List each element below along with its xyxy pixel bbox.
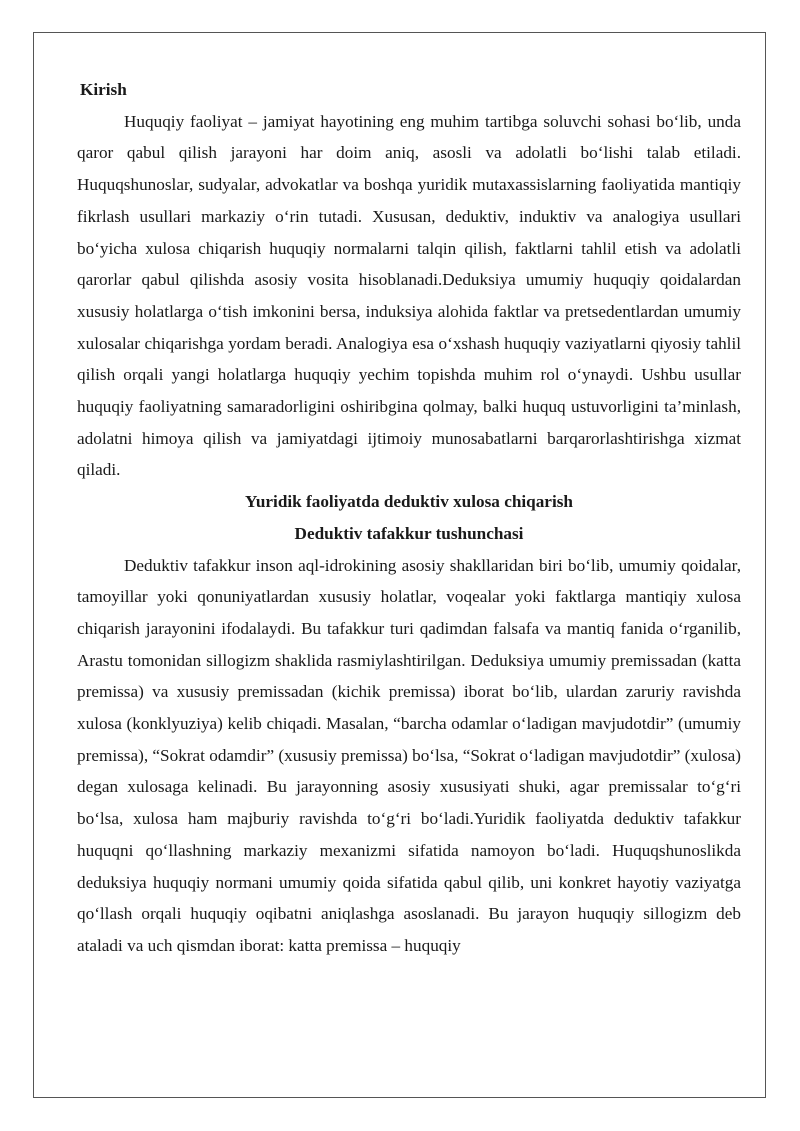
intro-heading: Kirish <box>80 80 127 99</box>
document-content <box>77 74 741 962</box>
intro-paragraph: Huquqiy faoliyat – jamiyat hayotining eng muhim tartibga soluvchi sohasi bo‘lib, unda qaror qabul qilish jarayoni har doim aniq, asosli va adolatli bo‘lishi talab etiladi. Huquqshunoslar, sudyalar, advokatlar va boshqa yuridik mutaxassislarning faoliyatida mantiqiy fikrlash usullari markaziy o‘rin tutadi. Xususan, deduktiv, induktiv va analogiya usullari bo‘yicha xulosa chiqarish huquqiy normalarni talqin qilish, faktlarni tahlil etish va adolatli qarorlar qabul qilishda asosiy vosita hisoblanadi.Deduksiya umumiy huquqiy qoidalardan xususiy holatlarga o‘tish imkonini bersa, induksiya alohida faktlar va pretsedentlardan umumiy xulosalar chiqarishga yordam beradi. Analogiya esa o‘xshash huquqiy vaziyatlarni qiyosiy tahlil qilish orqali yangi holatlarga huquqiy yechim topishda muhim rol o‘ynaydi. Ushbu usullar huquqiy faoliyatning samaradorligini oshiribgina qolmay, balki huquq ustuvorligini ta’minlash, adolatni himoya qilish va jamiyatdagi ijtimoiy munosabatlarni barqarorlashtirishga xizmat qiladi. <box>77 111 741 480</box>
subsection-heading: Deduktiv tafakkur tushunchasi <box>294 523 524 543</box>
section-heading: Yuridik faoliyatda deduktiv xulosa chiqarish <box>245 492 573 512</box>
body-paragraph: Deduktiv tafakkur inson aql-idrokining asosiy shakllaridan biri bo‘lib, umumiy qoidalar, tamoyillar yoki qonuniyatlardan xususiy holatlar, voqealar yoki faktlarga mantiqiy xulosa chiqarish jarayonini ifodalaydi. Bu tafakkur turi qadimdan falsafa va mantiq fanida o‘rganilib, Arastu tomonidan sillogizm shaklida rasmiylashtirilgan. Deduksiya umumiy premissadan (katta premissa) va xususiy premissadan (kichik premissa) iborat bo‘lib, ulardan zaruriy ravishda xulosa (konklyuziya) kelib chiqadi. Masalan, “barcha odamlar o‘ladigan mavjudotdir” (umumiy premissa), “Sokrat odamdir” (xususiy premissa) bo‘lsa, “Sokrat o‘ladigan mavjudotdir” (xulosa) degan xulosaga kelinadi. Bu jarayonning asosiy xususiyati shuki, agar premissalar to‘g‘ri bo‘lsa, xulosa ham majburiy ravishda to‘g‘ri bo‘ladi.Yuridik faoliyatda deduktiv tafakkur huquqni qo‘llashning markaziy mexanizmi sifatida namoyon bo‘ladi. Huquqshunoslikda deduksiya huquqiy normani umumiy qoida sifatida qabul qilib, uni konkret hayotiy vaziyatga qo‘llash orqali huquqiy oqibatni aniqlashga asoslanadi. Bu jarayon huquqiy sillogizm deb ataladi va uch qismdan iborat: katta premissa – huquqiy <box>77 555 741 955</box>
